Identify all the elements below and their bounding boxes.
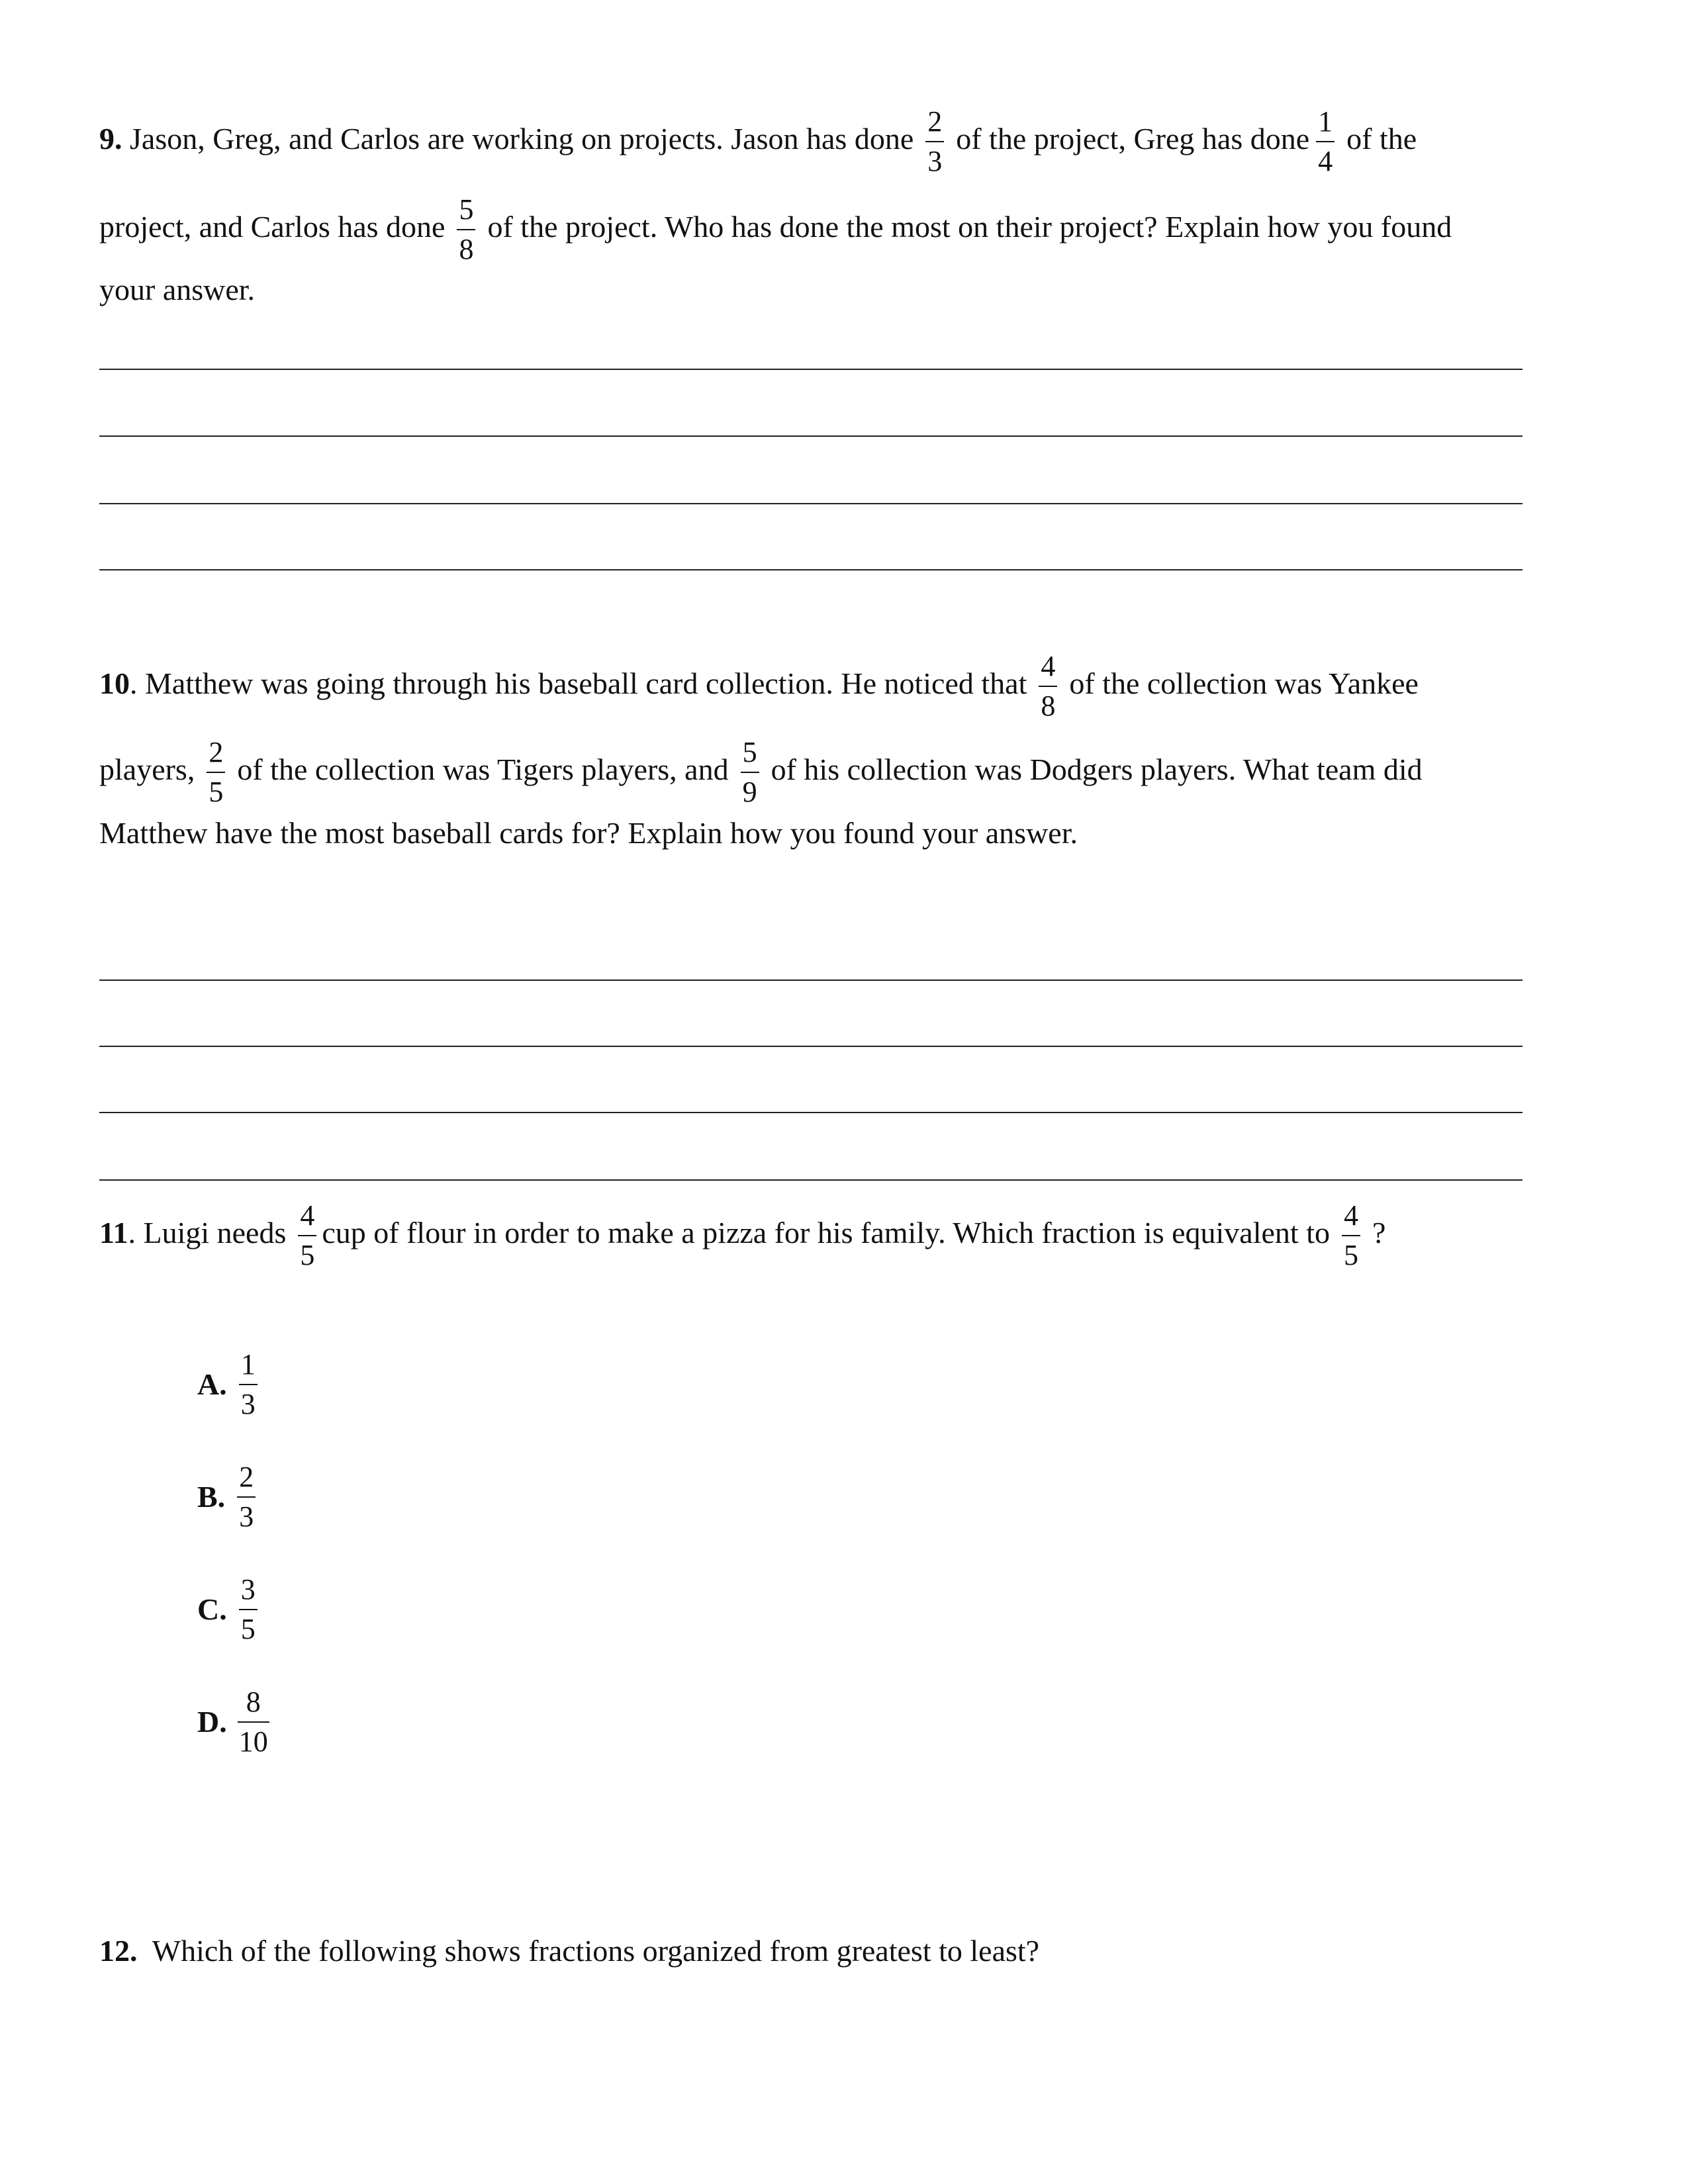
q10-answer-line-4[interactable] bbox=[99, 1179, 1523, 1181]
fraction-bar bbox=[237, 1496, 256, 1498]
fraction-numerator: 8 bbox=[246, 1686, 261, 1719]
q9-line-1 bbox=[99, 105, 1417, 178]
q10-answer-line-3[interactable] bbox=[99, 1112, 1523, 1113]
fraction-bar bbox=[1316, 141, 1335, 142]
fraction-numerator: 3 bbox=[240, 1573, 256, 1606]
fraction-numerator: 1 bbox=[240, 1348, 256, 1381]
q9-fraction-carlos bbox=[453, 193, 479, 266]
choice-fraction bbox=[235, 1573, 261, 1646]
fraction-denominator: 5 bbox=[209, 776, 224, 809]
fraction-denominator: 5 bbox=[240, 1613, 256, 1646]
fraction-numerator: 4 bbox=[1041, 650, 1056, 683]
fraction-numerator: 2 bbox=[927, 105, 943, 138]
q9-text-3: your answer. bbox=[99, 273, 256, 306]
q10-number: 10 bbox=[99, 666, 130, 700]
fraction-numerator: 4 bbox=[1343, 1199, 1358, 1232]
q9-text-1a: Jason, Greg, and Carlos are working on projects. Jason has done bbox=[130, 122, 914, 156]
fraction-bar bbox=[207, 772, 225, 773]
choice-fraction bbox=[235, 1348, 261, 1421]
fraction-bar bbox=[741, 772, 759, 773]
q10-text-2a: players, bbox=[99, 752, 195, 786]
q9-answer-line-1[interactable] bbox=[99, 369, 1523, 370]
q10-answer-line-2[interactable] bbox=[99, 1046, 1523, 1047]
q10-line-1 bbox=[99, 650, 1419, 723]
fraction-denominator: 5 bbox=[1343, 1239, 1358, 1272]
q11-number: 11 bbox=[99, 1216, 128, 1250]
fraction-numerator: 5 bbox=[459, 193, 474, 226]
q9-text-2a: project, and Carlos has done bbox=[99, 210, 445, 244]
q9-text-1b: of the project, Greg has done bbox=[956, 122, 1310, 156]
fraction-numerator: 5 bbox=[742, 736, 757, 769]
fraction-denominator: 3 bbox=[240, 1388, 256, 1421]
q12-text: Which of the following shows fractions organized from greatest to least? bbox=[152, 1934, 1040, 1968]
q11-fraction-target bbox=[1338, 1199, 1364, 1272]
q10-text-2c: of his collection was Dodgers players. What team did bbox=[771, 752, 1423, 786]
q10-line-2 bbox=[99, 736, 1423, 809]
q11-choice-d[interactable] bbox=[197, 1686, 280, 1758]
fraction-numerator: 4 bbox=[300, 1199, 315, 1232]
fraction-bar bbox=[298, 1235, 316, 1236]
fraction-denominator: 9 bbox=[742, 776, 757, 809]
fraction-bar bbox=[1342, 1235, 1360, 1236]
q11-choice-c[interactable] bbox=[197, 1573, 269, 1646]
q11-choice-b[interactable] bbox=[197, 1461, 267, 1533]
q11-text-1a: . Luigi needs bbox=[128, 1216, 287, 1250]
fraction-denominator: 5 bbox=[300, 1239, 315, 1272]
fraction-bar bbox=[925, 141, 944, 142]
fraction-numerator: 2 bbox=[209, 736, 224, 769]
fraction-bar bbox=[457, 229, 475, 230]
q9-text-2b: of the project. Who has done the most on their project? Explain how you found bbox=[487, 210, 1452, 244]
q11-choice-a[interactable] bbox=[197, 1348, 269, 1421]
q9-number: 9. bbox=[99, 122, 122, 156]
fraction-denominator: 8 bbox=[459, 233, 474, 266]
q9-line-3 bbox=[99, 275, 255, 305]
fraction-numerator: 1 bbox=[1318, 105, 1333, 138]
fraction-numerator: 2 bbox=[239, 1461, 254, 1494]
q9-answer-line-2[interactable] bbox=[99, 435, 1523, 437]
choice-letter: D. bbox=[197, 1705, 227, 1739]
fraction-bar bbox=[239, 1609, 258, 1610]
q10-text-3: Matthew have the most baseball cards for? Explain how you found your answer. bbox=[99, 816, 1078, 850]
q12-line-1 bbox=[99, 1936, 1039, 1966]
choice-letter: C. bbox=[197, 1592, 227, 1627]
q10-fraction-dodgers bbox=[737, 736, 763, 809]
fraction-denominator: 3 bbox=[239, 1500, 254, 1533]
fraction-bar bbox=[239, 1384, 258, 1385]
q12-number: 12. bbox=[99, 1934, 138, 1968]
q10-fraction-yankee bbox=[1035, 650, 1061, 723]
choice-fraction bbox=[233, 1461, 259, 1533]
fraction-denominator: 3 bbox=[927, 145, 943, 178]
q10-text-1a: . Matthew was going through his baseball card collection. He noticed that bbox=[130, 666, 1027, 700]
fraction-denominator: 4 bbox=[1318, 145, 1333, 178]
q9-fraction-jason bbox=[921, 105, 948, 178]
choice-fraction bbox=[235, 1686, 272, 1758]
q9-line-2 bbox=[99, 193, 1452, 266]
q10-fraction-tigers bbox=[203, 736, 229, 809]
q11-fraction-flour bbox=[294, 1199, 320, 1272]
q10-line-3 bbox=[99, 818, 1078, 848]
q11-text-1b: cup of flour in order to make a pizza for his family. Which fraction is equivalent to bbox=[322, 1216, 1330, 1250]
q9-fraction-greg bbox=[1312, 105, 1338, 178]
q10-text-2b: of the collection was Tigers players, and bbox=[237, 752, 729, 786]
q11-text-1c: ? bbox=[1372, 1216, 1386, 1250]
q10-answer-line-1[interactable] bbox=[99, 979, 1523, 981]
fraction-bar bbox=[1039, 686, 1057, 687]
choice-letter: A. bbox=[197, 1367, 227, 1402]
q9-answer-line-3[interactable] bbox=[99, 503, 1523, 504]
q9-answer-line-4[interactable] bbox=[99, 569, 1523, 570]
choice-letter: B. bbox=[197, 1480, 226, 1514]
q9-text-1c: of the bbox=[1346, 122, 1417, 156]
fraction-denominator: 8 bbox=[1041, 690, 1056, 723]
fraction-bar bbox=[238, 1721, 269, 1723]
fraction-denominator: 10 bbox=[238, 1725, 268, 1758]
q11-line-1 bbox=[99, 1199, 1386, 1272]
q10-text-1b: of the collection was Yankee bbox=[1069, 666, 1419, 700]
